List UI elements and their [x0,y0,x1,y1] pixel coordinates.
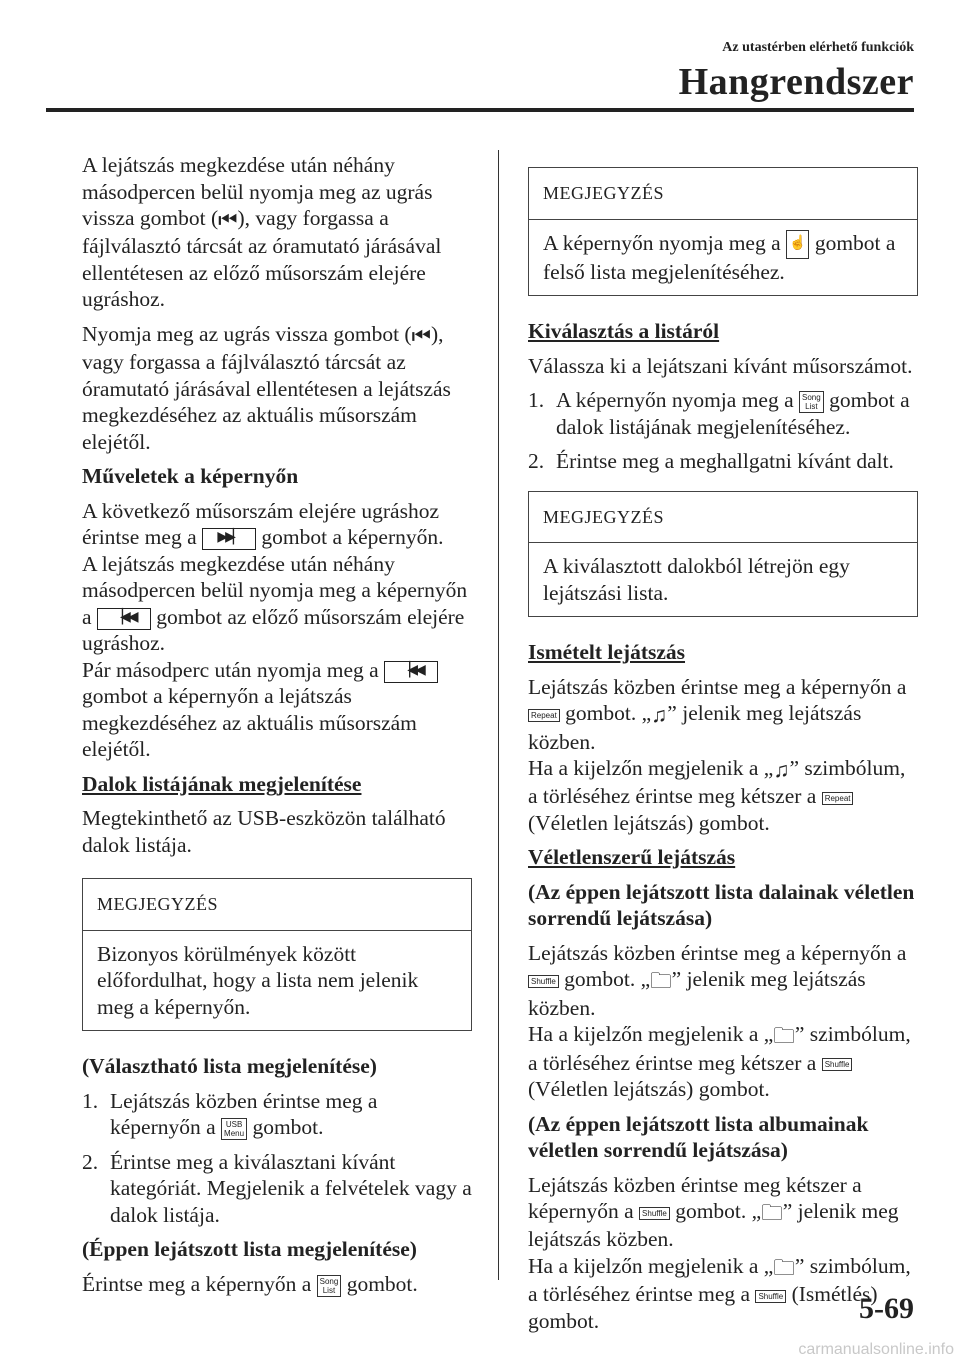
music-note-icon: ♫ [773,757,790,782]
note-body: Bizonyos körülmények között előfordulhat, hogy a lista nem jelenik meg a képernyőn. [97,941,419,1019]
shuffle-button-icon: Shuffle [755,1290,786,1303]
note-title: MEGJEGYZÉS [529,492,917,544]
step-2: 2. Érintse meg a meghallgatni kívánt dalt. [528,449,894,474]
note-title: MEGJEGYZÉS [83,879,471,931]
folder-icon: 🗀 [650,969,672,994]
note-body: A képernyőn nyomja meg a ☝ gombot a felső lista megjelenítéséhez. [543,230,896,284]
note-box [528,491,918,618]
song-list-button-icon: Song List [799,391,824,413]
note-box [82,878,472,1031]
paragraph-shuffle-on: Lejátszás közben érintse meg a képernyőn a Shuffle gombot. „🗀” jelenik meg lejátszás közben. [528,940,907,1020]
heading-song-list: Dalok listájának megjelenítése [82,771,362,796]
heading-repeat: Ismételt lejátszás [528,640,686,665]
usb-menu-button-icon: USB Menu [221,1118,247,1140]
skip-back-icon: ⏮ [411,323,431,348]
repeat-button-icon: Repeat [822,792,854,805]
paragraph-shuffle-off: Ha a kijelzőn megjelenik a „🗀” szimbólum, a törléséhez érintse meg kétszer a Shuffle (Véletlen lejátszás) gombot. [528,1022,911,1102]
folder-disc-icon: 🗀 [761,1200,783,1225]
heading-screen-ops: Műveletek a képernyőn [82,464,299,489]
paragraph-album-shuffle-off: Ha a kijelzőn megjelenik a „🗀” szimbólum, a törléséhez érintse meg a Shuffle (Ismétlés) gombot. [528,1253,911,1333]
hand-touch-icon: ☝ [786,230,809,259]
heading-random-albums: (Az éppen lejátszott lista albumainak véletlen sorrendű lejátszása) [528,1111,869,1163]
shuffle-button-icon: Shuffle [822,1058,853,1071]
step-1: 1. A képernyőn nyomja meg a Song List gombot a dalok listájának megjelenítéséhez. [528,388,910,439]
heading-select-from-list: Kiválasztás a listáról [528,319,720,344]
right-column [528,167,918,1342]
paragraph-restart-track: Pár másodperc után nyomja meg a ▕◀◀ gombot a képernyőn a lejátszás megkezdéséhez az aktuális műsorszám elejétől. [82,657,472,763]
paragraph-next-track: A következő műsorszám elejére ugráshoz érintse meg a ▶▶▏ gombot a képernyőn. [82,498,444,550]
paragraph-album-shuffle-on: Lejátszás közben érintse meg kétszer a képernyőn a Shuffle gombot. „🗀” jelenik meg lejátszás közben. [528,1172,899,1252]
paragraph-skip-back-restart: Nyomja meg az ugrás vissza gombot (⏮), vagy forgassa a fájlválasztó tárcsát az óramutató járásával ellentétesen a lejátszás megkezdéséhez az aktuális műsorszám elejétől. [82,321,451,454]
header-rule [46,108,914,112]
paragraph-repeat-on: Lejátszás közben érintse meg a képernyőn a Repeat gombot. „♫” jelenik meg lejátszás közben. [528,674,907,754]
shuffle-button-icon: Shuffle [528,975,559,988]
shuffle-button-icon: Shuffle [639,1207,670,1220]
song-list-button-icon: Song List [317,1275,342,1297]
music-note-icon: ♫ [651,703,668,728]
folder-disc-icon: 🗀 [773,1255,795,1280]
heading-random-songs: (Az éppen lejátszott lista dalainak véletlen sorrendű lejátszása) [528,879,915,931]
skip-back-icon: ⏮ [218,207,238,232]
prev-track-button-icon: ▕◀◀ [384,661,438,683]
page-number: 5-69 [859,1292,914,1325]
note-title: MEGJEGYZÉS [529,168,917,220]
folder-icon: 🗀 [773,1024,795,1049]
note-body: A kiválasztott dalokból létrejön egy lejátszási lista. [543,554,850,605]
next-track-button-icon: ▶▶▏ [202,528,256,550]
step-2: 2. Érintse meg a kiválasztani kívánt kategóriát. Megjelenik a felvételek vagy a dalok listája. [82,1149,472,1227]
section-subtitle: Az utastérben elérhető funkciók [722,40,914,55]
paragraph-repeat-off: Ha a kijelzőn megjelenik a „♫” szimbólum, a törléséhez érintse meg kétszer a Repeat (Véletlen lejátszás) gombot. [528,756,906,835]
heading-random: Véletlenszerű lejátszás [528,845,736,870]
note-box [528,167,918,296]
step-1: 1. Lejátszás közben érintse meg a képernyőn a USB Menu gombot. [82,1088,378,1140]
column-divider [498,150,499,1280]
page-title: Hangrendszer [678,61,914,103]
repeat-button-icon: Repeat [528,709,560,722]
footer-bar [0,1335,960,1363]
paragraph-prev-track: A lejátszás megkezdése után néhány másodpercen belül nyomja meg a képernyőn a ▕◀◀ gombot az előző műsorszám elejére ugráshoz. [82,551,468,656]
paragraph-current-list: Érintse meg a képernyőn a Song List gombot. [82,1271,418,1296]
watermark-text: carmanualsonline.info [798,1341,954,1358]
heading-current-list: (Éppen lejátszott lista megjelenítése) [82,1237,417,1262]
paragraph-skip-back: A lejátszás megkezdése után néhány másodpercen belül nyomja meg az ugrás vissza gombot (⏮), vagy forgassa a fájlválasztó tárcsát az óramutató járásával ellentétesen az előző műsorszám elejére ugráshoz. [82,153,442,312]
prev-track-button-icon: ▕◀◀ [97,608,151,630]
paragraph-song-list: Megtekinthető az USB-eszközön található dalok listája. [82,806,446,857]
paragraph-select: Válassza ki a lejátszani kívánt műsorszámot. [528,353,913,378]
heading-selectable-list: (Választható lista megjelenítése) [82,1054,377,1079]
left-column [82,152,472,1305]
